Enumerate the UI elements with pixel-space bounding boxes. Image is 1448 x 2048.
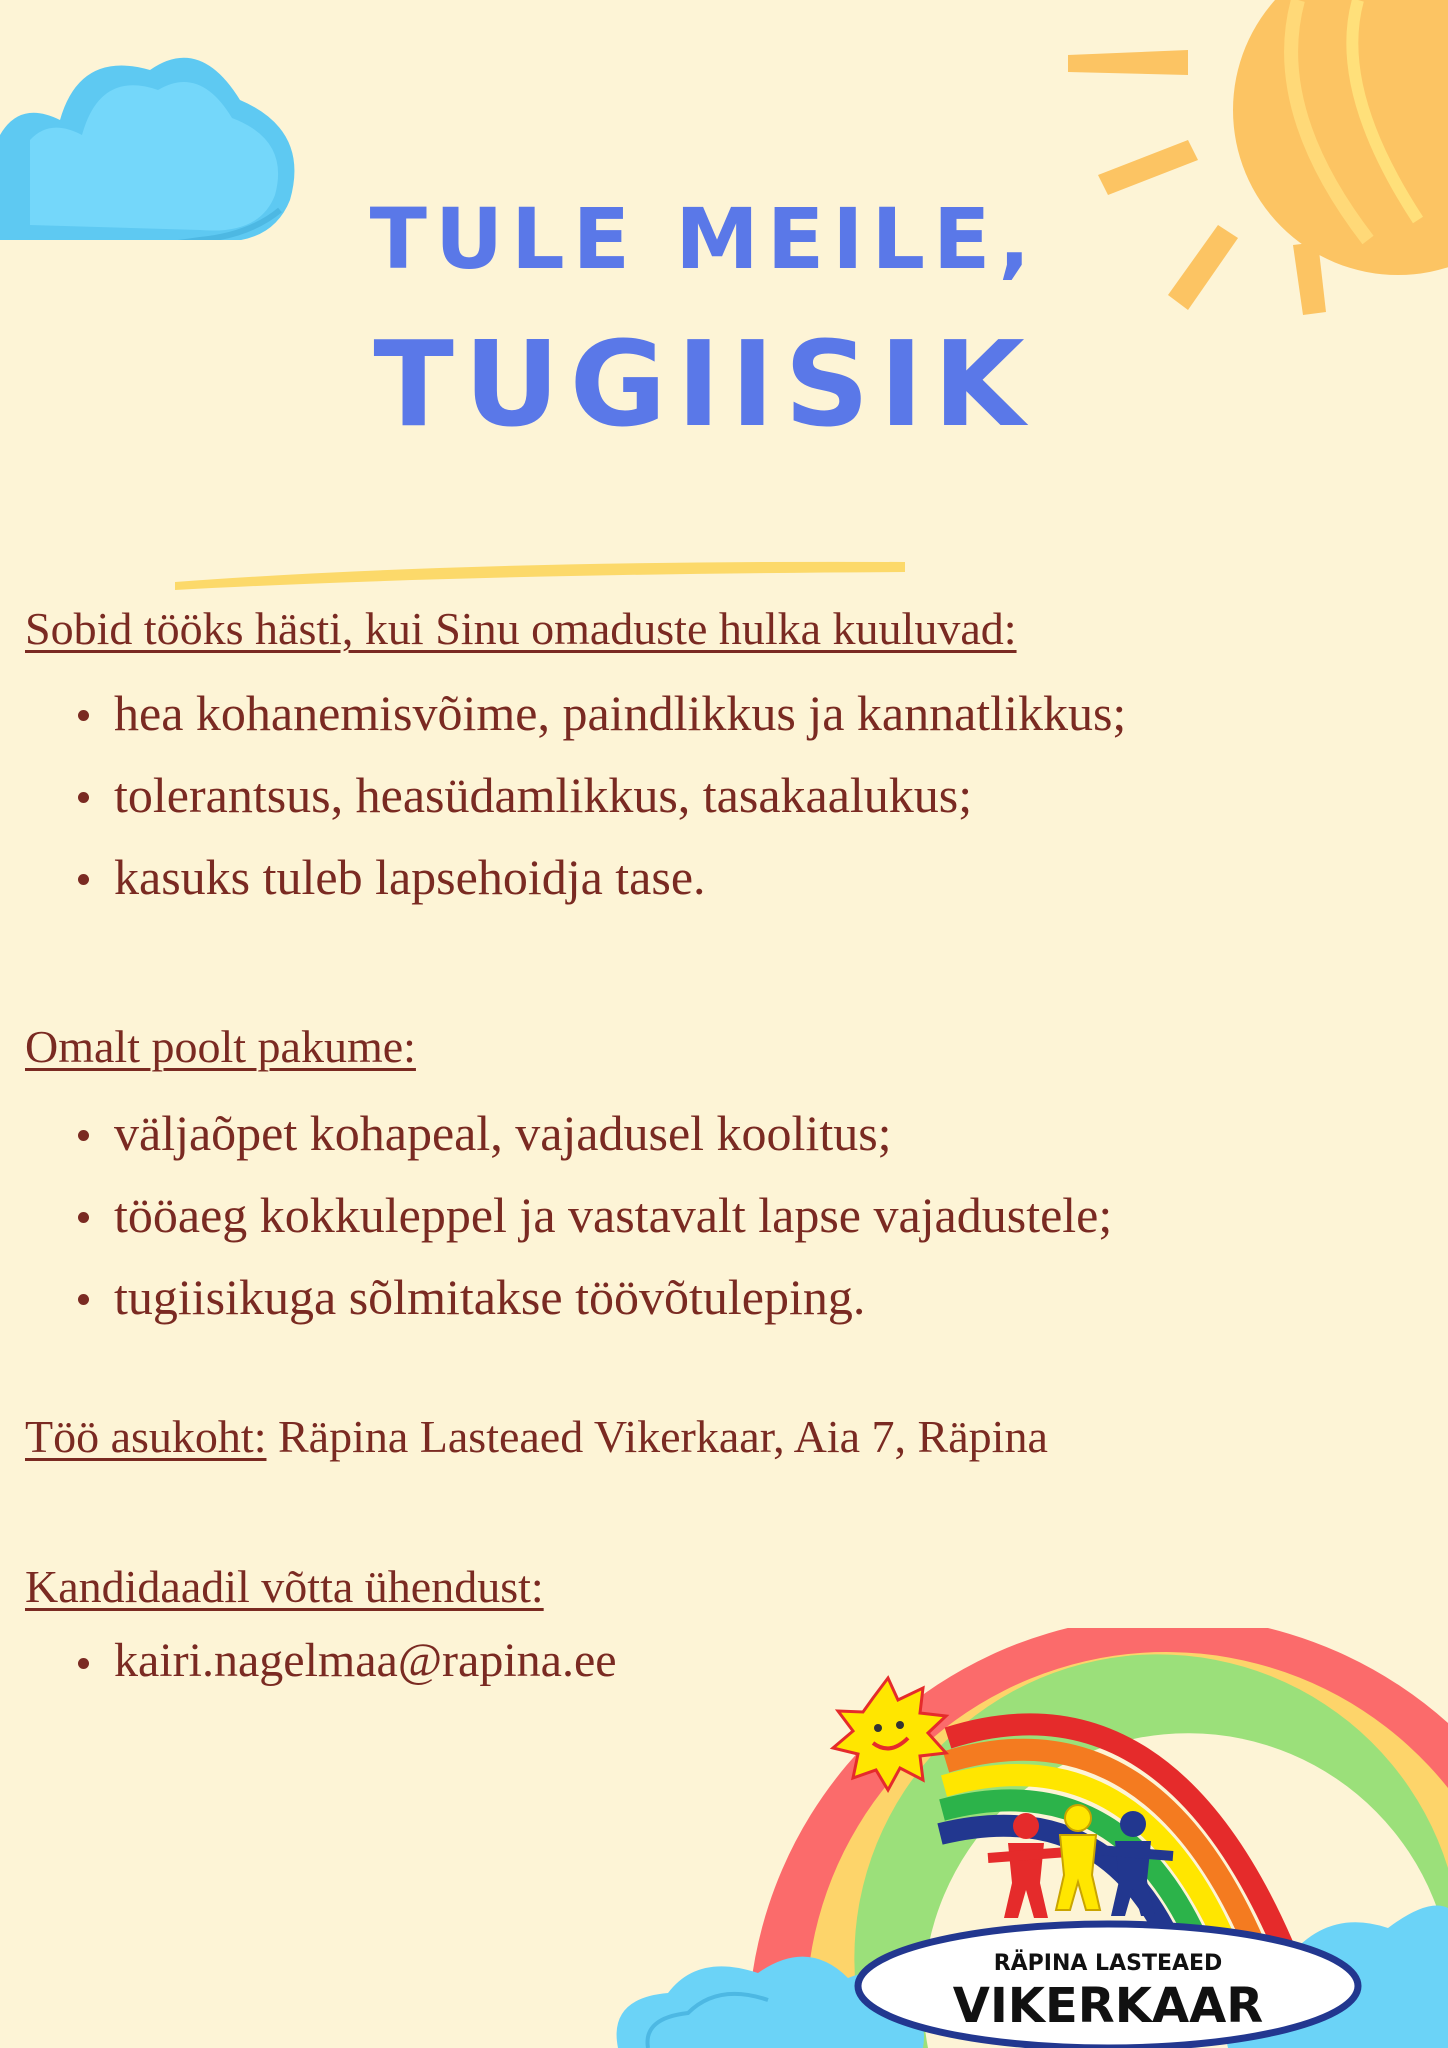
- list-item: väljaõpet kohapeal, vajadusel koolitus;: [78, 1092, 1112, 1174]
- rainbow-logo-art: [468, 1628, 1448, 2048]
- logo-line-1: RÄPINA LASTEAED: [993, 1951, 1223, 1976]
- list-item: tolerantsus, heasüdamlikkus, tasakaalukus;: [78, 754, 1126, 836]
- qualities-heading: Sobid tööks hästi, kui Sinu omaduste hulka kuuluvad:: [25, 603, 1017, 654]
- offer-list: [78, 1092, 1112, 1338]
- contact-email-link[interactable]: kairi.nagelmaa@rapina.ee: [78, 1620, 617, 1702]
- title-line-1: TULE MEILE,: [369, 190, 1039, 288]
- highlight-stroke: [170, 552, 910, 592]
- contact-heading: Kandidaadil võtta ühendust:: [25, 1561, 544, 1612]
- logo-line-2: VIKERKAAR: [952, 1978, 1264, 2034]
- list-item: kasuks tuleb lapsehoidja tase.: [78, 836, 1126, 918]
- list-item: hea kohanemisvõime, paindlikkus ja kannatlikkus;: [78, 672, 1126, 754]
- list-item: tugiisikuga sõlmitakse töövõtuleping.: [78, 1256, 1112, 1338]
- location-line: [25, 1410, 1048, 1463]
- list-item: tööaeg kokkuleppel ja vastavalt lapse vajadustele;: [78, 1174, 1112, 1256]
- offer-heading: Omalt poolt pakume:: [25, 1021, 416, 1072]
- location-label: Töö asukoht:: [25, 1411, 267, 1462]
- qualities-list: [78, 672, 1126, 918]
- location-value: Räpina Lasteaed Vikerkaar, Aia 7, Räpina: [266, 1411, 1048, 1462]
- title-line-2: TUGIISIK: [373, 315, 1035, 453]
